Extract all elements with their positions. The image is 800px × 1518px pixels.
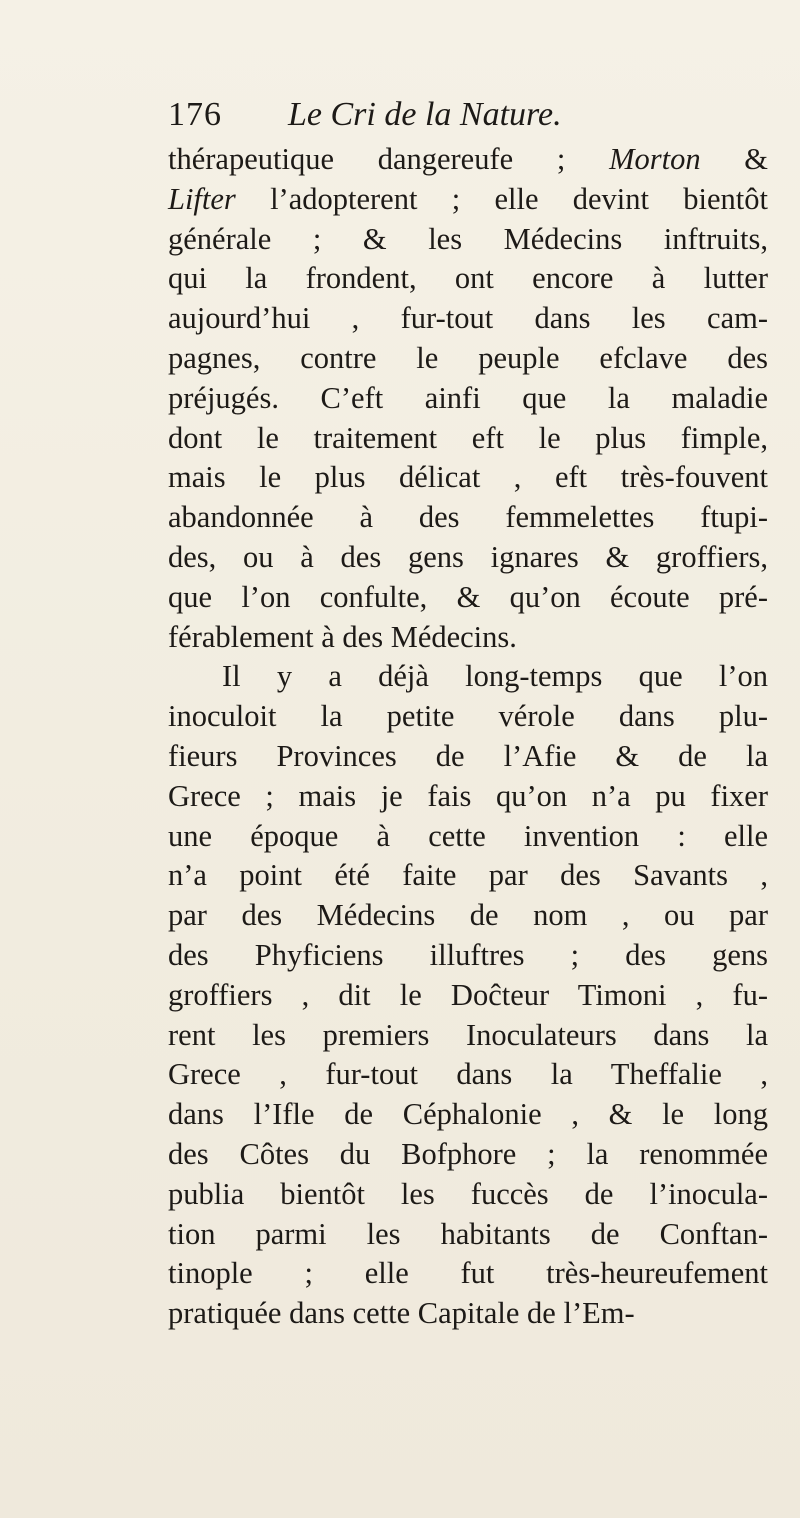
text-line	[168, 697, 768, 737]
text-segment: inoculoit la petite vérole dans plu-	[168, 699, 768, 734]
text-line	[168, 856, 768, 896]
text-segment: n’a point été faite par des Savants ,	[168, 858, 768, 893]
text-line	[168, 259, 768, 299]
text-line	[168, 419, 768, 459]
text-segment: dont le traitement eft le plus fimple,	[168, 420, 768, 455]
text-line	[168, 299, 768, 339]
text-line	[168, 1095, 768, 1135]
text-segment: aujourd’hui , fur-tout dans les cam-	[168, 301, 768, 336]
body-text	[168, 140, 768, 1334]
paragraph	[168, 657, 768, 1334]
text-segment: pagnes, contre le peuple efclave des	[168, 340, 768, 375]
text-segment: des, ou à des gens ignares & groffiers,	[168, 539, 768, 574]
page-header	[168, 96, 768, 146]
text-line	[168, 1055, 768, 1095]
text-line	[168, 220, 768, 260]
text-line	[168, 379, 768, 419]
text-line	[168, 777, 768, 817]
text-segment: tinople ; elle fut très-heureufement	[168, 1256, 768, 1291]
text-line	[168, 1215, 768, 1255]
text-segment: tion parmi les habitants de Conftan-	[168, 1216, 768, 1251]
text-segment: Il y a déjà long-temps que l’on	[222, 659, 768, 694]
text-line	[168, 817, 768, 857]
text-line	[168, 538, 768, 578]
text-segment: que l’on confulte, & qu’on écoute pré-	[168, 579, 768, 614]
text-segment: mais le plus délicat , eft très-fouvent	[168, 460, 768, 495]
text-line	[168, 1016, 768, 1056]
text-segment: une époque à cette invention : elle	[168, 818, 768, 853]
text-segment: dans l’Ifle de Céphalonie , & le long	[168, 1097, 768, 1132]
text-segment: pratiquée dans cette Capitale de l’Em-	[168, 1296, 635, 1331]
text-line	[168, 976, 768, 1016]
text-line	[168, 1254, 768, 1294]
text-line	[168, 896, 768, 936]
text-line	[168, 1135, 768, 1175]
text-line	[168, 578, 768, 618]
running-title: Le Cri de la Nature.	[288, 96, 562, 133]
text-line	[168, 1294, 768, 1334]
text-line	[168, 498, 768, 538]
text-segment: publia bientôt les fuccès de l’inocula-	[168, 1176, 768, 1211]
text-line	[168, 339, 768, 379]
text-segment: préjugés. C’eft ainfi que la maladie	[168, 380, 768, 415]
text-segment: groffiers , dit le Doĉteur Timoni , fu-	[168, 977, 768, 1012]
text-segment: fieurs Provinces de l’Afie & de la	[168, 738, 768, 773]
text-segment: des Phyficiens illuftres ; des gens	[168, 937, 768, 972]
text-segment: qui la frondent, ont encore à lutter	[168, 261, 768, 296]
text-line	[168, 936, 768, 976]
text-line	[168, 737, 768, 777]
text-line	[168, 618, 768, 658]
text-segment: l’adopterent ; elle devint bientôt	[235, 181, 768, 216]
text-segment: des Côtes du Bofphore ; la renommée	[168, 1136, 768, 1171]
italic-name: Lifter	[168, 181, 236, 216]
text-segment: rent les premiers Inoculateurs dans la	[168, 1017, 768, 1052]
text-line	[168, 140, 768, 180]
text-line	[168, 458, 768, 498]
text-segment: Grece ; mais je fais qu’on n’a pu fixer	[168, 778, 768, 813]
text-segment: thérapeutique dangereufe ;	[168, 142, 610, 176]
text-line	[168, 1175, 768, 1215]
text-segment: générale ; & les Médecins inftruits,	[168, 221, 768, 256]
italic-name: Morton	[609, 142, 701, 176]
text-segment: Grece , fur-tout dans la Theffalie ,	[168, 1057, 768, 1092]
text-segment: abandonnée à des femmelettes ftupi-	[168, 500, 768, 535]
text-segment: férablement à des Médecins.	[168, 619, 517, 654]
paragraph	[168, 140, 768, 657]
page-number: 176	[168, 96, 222, 133]
text-line	[168, 657, 768, 697]
text-line	[168, 180, 768, 220]
text-segment: &	[700, 142, 768, 176]
text-segment: par des Médecins de nom , ou par	[168, 898, 768, 933]
